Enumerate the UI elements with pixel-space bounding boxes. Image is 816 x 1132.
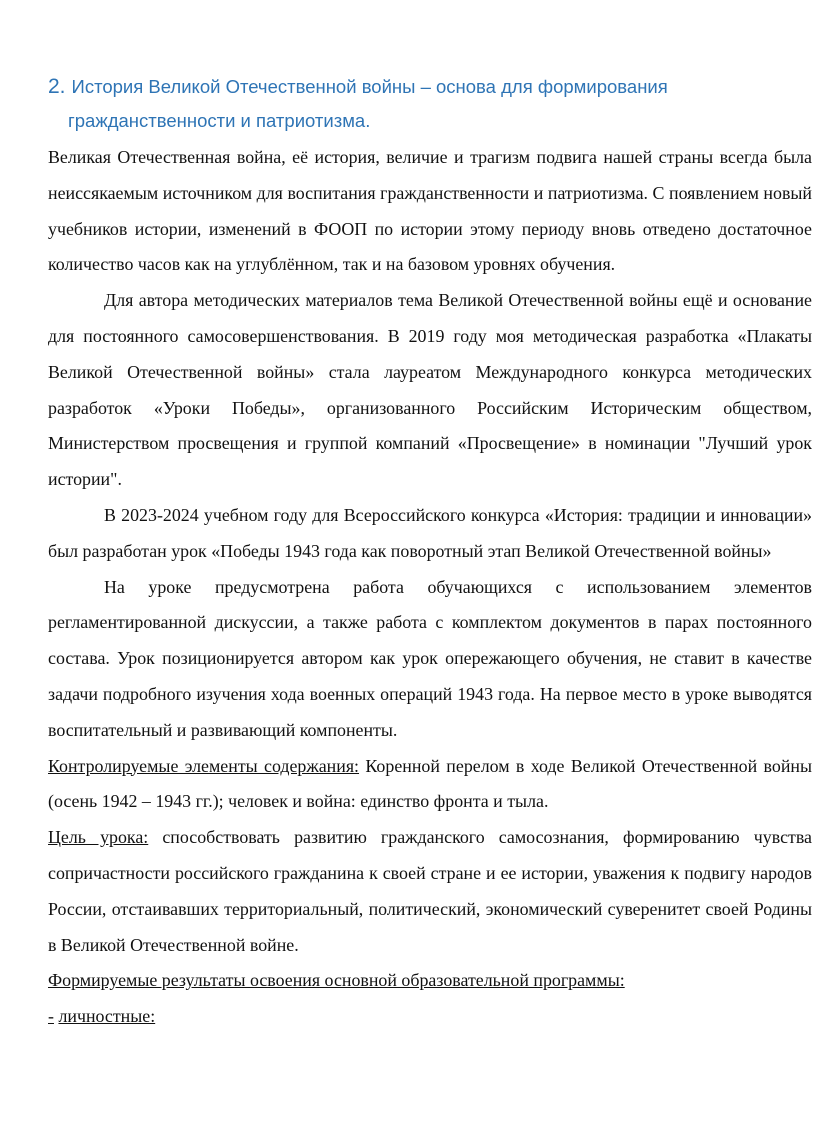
section-number: 2. bbox=[48, 75, 66, 98]
section-title-line2: гражданственности и патриотизма. bbox=[68, 110, 371, 131]
lesson-goal-label: Цель урока: bbox=[48, 827, 149, 848]
section-heading bbox=[48, 70, 768, 138]
content-elements-paragraph bbox=[48, 749, 812, 821]
paragraph-contest: В 2023-2024 учебном году для Всероссийского конкурса «История: традиции и инновации» был разработан урок «Победы 1943 года как поворотный этап Великой Отечественной войны» bbox=[48, 504, 812, 561]
content-elements-text: Коренной перелом в ходе Великой Отечественной войны (осень 1942 – 1943 гг.); человек и война: единство фронта и тыла. bbox=[48, 755, 812, 812]
personal-results-heading bbox=[48, 999, 812, 1035]
paragraph-lesson: На уроке предусмотрена работа обучающихся с использованием элементов регламентированной дискуссии, а также работа с комплектом документов в парах постоянного состава. Урок позиционируется автором как урок опережающего обучения, не ставит в качестве задачи подробного изучения хода военных операций 1943 года. На первое место в уроке выводятся воспитательный и развивающий компоненты. bbox=[48, 576, 812, 740]
personal-label: личностные: bbox=[58, 1006, 156, 1027]
content-elements-label: Контролируемые элементы содержания: bbox=[48, 755, 360, 776]
personal-dash: - bbox=[48, 1006, 54, 1027]
lesson-goal-text: способствовать развитию гражданского самосознания, формированию чувства сопричастности российского гражданина к своей стране и ее истории, уважения к подвигу народов России, отстаивавших территориальный, политический, экономический суверенитет своей Родины в Великой Отечественной войне. bbox=[48, 827, 812, 955]
document-body bbox=[48, 140, 812, 1035]
paragraph-author: Для автора методических материалов тема Великой Отечественной войны ещё и основание для постоянного самосовершенствования. В 2019 году моя методическая разработка «Плакаты Великой Отечественной войны» стала лауреатом Международного конкурса методических разработок «Уроки Победы», организованного Российским Историческим обществом, Министерством просвещения и группой компаний «Просвещение» в номинации "Лучший урок истории". bbox=[48, 290, 812, 490]
paragraph-intro: Великая Отечественная война, её история, величие и трагизм подвига нашей страны всегда была неиссякаемым источником для воспитания гражданственности и патриотизма. С появлением новый учебников истории, изменений в ФООП по истории этому периоду вновь отведено достаточное количество часов как на углублённом, так и на базовом уровнях обучения. bbox=[48, 147, 812, 275]
results-label: Формируемые результаты освоения основной образовательной программы: bbox=[48, 970, 625, 991]
results-heading bbox=[48, 963, 812, 999]
lesson-goal-paragraph bbox=[48, 820, 812, 963]
section-title-line1: История Великой Отечественной войны – основа для формирования bbox=[71, 76, 668, 97]
